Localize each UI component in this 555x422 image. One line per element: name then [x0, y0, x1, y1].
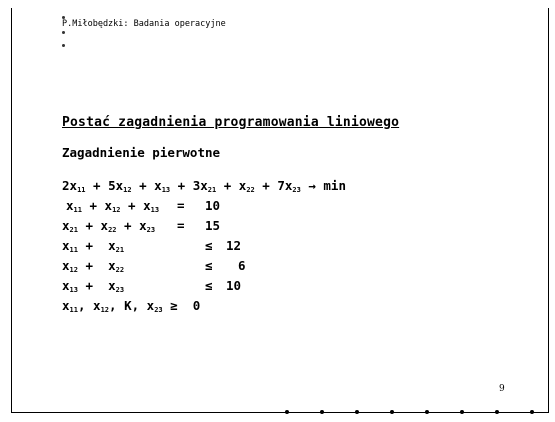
header-text: P.Miłobędzki: Badania operacyjne: [62, 19, 226, 29]
plus-sign: +: [77, 258, 109, 273]
right-hand-side: 0: [192, 298, 201, 313]
objective-goal: min: [323, 178, 346, 193]
right-hand-side: 10: [226, 278, 242, 293]
constraint-row: [62, 258, 124, 274]
plus-sign: +: [77, 218, 101, 233]
variable-subscript: 23: [115, 286, 125, 294]
variable: x: [100, 218, 109, 233]
relation-symbol: =: [177, 198, 185, 213]
relation-symbol: ≤: [205, 278, 213, 293]
variable: x: [62, 218, 70, 233]
variable-subscript: 21: [115, 246, 125, 254]
plus-sign: +: [216, 178, 239, 193]
ellipsis-symbol: K: [124, 298, 132, 313]
plus-sign: +: [81, 198, 105, 213]
variable: x: [62, 278, 70, 293]
variable: x: [284, 178, 293, 193]
footer-dot-icon: [425, 410, 429, 414]
variable-subscript: 12: [100, 306, 109, 314]
comma: ,: [109, 298, 125, 313]
plus-sign: +: [120, 198, 144, 213]
plus-sign: +: [77, 278, 109, 293]
footer-dot-icon: [355, 410, 359, 414]
footer-dot-icon: [530, 410, 534, 414]
variable: x: [143, 198, 151, 213]
variable: x: [146, 298, 155, 313]
variable-subscript: 13: [69, 286, 78, 294]
comma: ,: [131, 298, 147, 313]
constraint-row: [62, 238, 124, 254]
variable-subscript: 23: [146, 226, 156, 234]
constraint-row: [66, 198, 159, 214]
plus-sign: +: [77, 238, 109, 253]
variable-subscript: 21: [207, 186, 217, 194]
section-subtitle: Zagadnienie pierwotne: [62, 145, 221, 160]
variable-subscript: 13: [161, 186, 171, 194]
coefficient: 7: [277, 178, 285, 193]
relation-symbol: ≤: [205, 238, 213, 253]
footer-dot-icon: [460, 410, 464, 414]
right-hand-side: 15: [205, 218, 221, 233]
variable-subscript: 12: [112, 206, 121, 214]
right-hand-side: 6: [238, 258, 246, 273]
variable: x: [108, 258, 116, 273]
bullet-dot-icon: [62, 44, 65, 47]
arrow-symbol: →: [300, 178, 324, 193]
variable-subscript: 11: [73, 206, 82, 214]
footer-dot-icon: [390, 410, 394, 414]
variable-subscript: 11: [69, 246, 78, 254]
variable: x: [69, 178, 78, 193]
relation-symbol: ≥: [162, 298, 193, 313]
plus-sign: +: [116, 218, 140, 233]
coefficient: 2: [62, 178, 70, 193]
footer-dot-icon: [320, 410, 324, 414]
objective-function: [62, 178, 346, 194]
variable: x: [108, 238, 116, 253]
variable-subscript: 22: [115, 266, 125, 274]
variable-subscript: 13: [150, 206, 160, 214]
variable-subscript: 12: [69, 266, 78, 274]
coefficient: 5: [108, 178, 116, 193]
variable: x: [93, 298, 101, 313]
comma: ,: [77, 298, 94, 313]
variable-subscript: 11: [69, 306, 78, 314]
variable: x: [238, 178, 247, 193]
footer-dot-icon: [495, 410, 499, 414]
variable-subscript: 11: [77, 186, 86, 194]
footer-dot-icon: [285, 410, 289, 414]
page-number: 9: [499, 384, 505, 394]
variable: x: [115, 178, 124, 193]
variable: x: [62, 298, 70, 313]
constraint-row: [62, 218, 155, 234]
variable-subscript: 12: [123, 186, 132, 194]
variable: x: [66, 198, 74, 213]
variable-subscript: 22: [108, 226, 117, 234]
variable: x: [154, 178, 162, 193]
variable: x: [139, 218, 147, 233]
variable: x: [108, 278, 116, 293]
coefficient: 3: [192, 178, 201, 193]
nonnegativity-constraint: [62, 298, 200, 314]
relation-symbol: =: [177, 218, 185, 233]
variable-subscript: 23: [154, 306, 163, 314]
right-hand-side: 12: [226, 238, 242, 253]
variable: x: [104, 198, 113, 213]
variable-subscript: 22: [246, 186, 255, 194]
plus-sign: +: [131, 178, 155, 193]
relation-symbol: ≤: [205, 258, 213, 273]
variable-subscript: 23: [292, 186, 301, 194]
bullet-dot-icon: [62, 31, 65, 34]
variable: x: [62, 258, 70, 273]
plus-sign: +: [85, 178, 109, 193]
page-title: Postać zagadnienia programowania liniowego: [62, 115, 400, 130]
plus-sign: +: [254, 178, 278, 193]
variable: x: [200, 178, 208, 193]
constraint-row: [62, 278, 124, 294]
right-hand-side: 10: [205, 198, 221, 213]
bottom-rule: [11, 412, 549, 413]
variable: x: [62, 238, 70, 253]
variable-subscript: 21: [69, 226, 78, 234]
plus-sign: +: [170, 178, 193, 193]
